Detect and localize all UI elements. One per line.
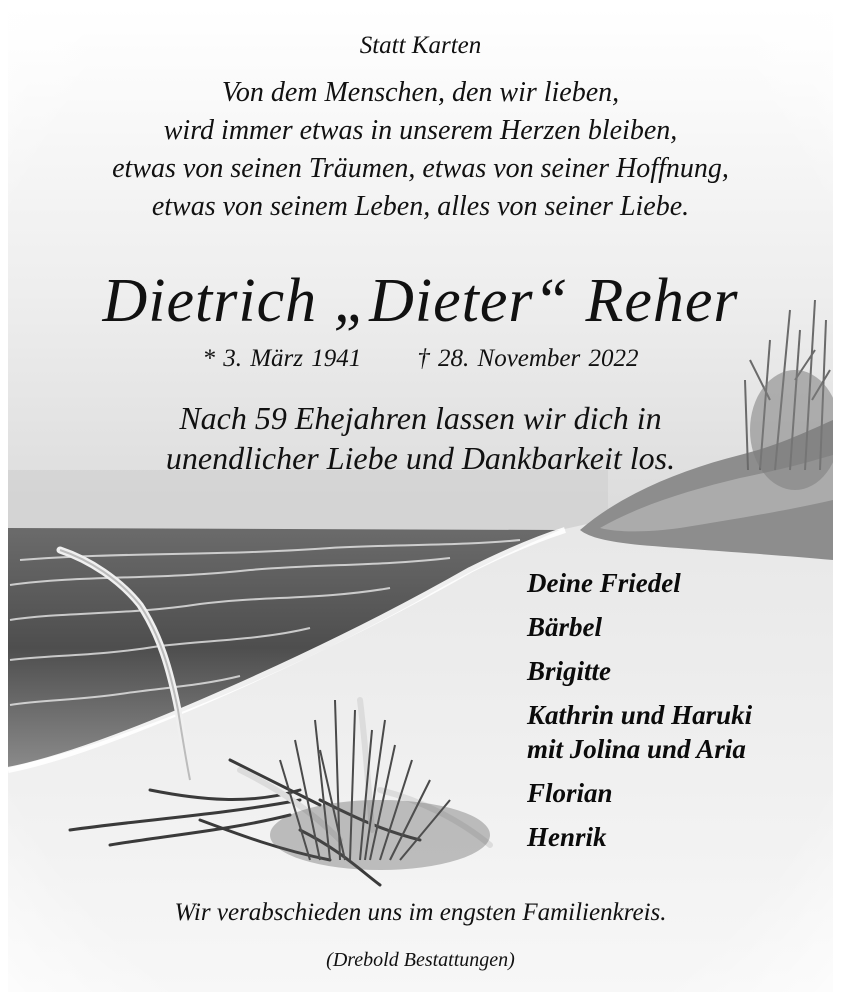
family-member: Florian: [527, 778, 613, 808]
family-list: [527, 566, 752, 864]
intro-text: Statt Karten: [359, 32, 482, 59]
family-member: Brigitte: [527, 656, 612, 686]
poem-line: etwas von seinen Träumen, etwas von seiner Hoffnung,: [112, 153, 729, 184]
undertaker-credit: (Drebold Bestattungen): [326, 949, 515, 971]
deceased-name: Dietrich „Dieter“ Reher: [102, 267, 739, 335]
death-date: † 28. November 2022: [417, 345, 639, 372]
farewell-message: [0, 398, 841, 478]
funeral-note: Wir verabschieden uns im engsten Familienkreis.: [174, 899, 667, 926]
birth-date: * 3. März 1941: [202, 345, 362, 372]
message-line: unendlicher Liebe und Dankbarkeit los.: [165, 440, 676, 476]
poem-line: wird immer etwas in unserem Herzen bleiben,: [163, 115, 678, 146]
family-member: Deine Friedel: [527, 568, 681, 598]
life-dates: [0, 342, 841, 376]
family-member: Kathrin und Haruki: [527, 700, 753, 730]
poem-line: etwas von seinem Leben, alles von seiner Liebe.: [151, 191, 690, 222]
family-member: Bärbel: [527, 612, 603, 642]
family-member: Henrik: [527, 822, 607, 852]
poem-line: Von dem Menschen, den wir lieben,: [221, 77, 620, 108]
message-line: Nach 59 Ehejahren lassen wir dich in: [179, 400, 662, 436]
poem: [0, 74, 841, 226]
family-member: mit Jolina und Aria: [527, 734, 746, 764]
